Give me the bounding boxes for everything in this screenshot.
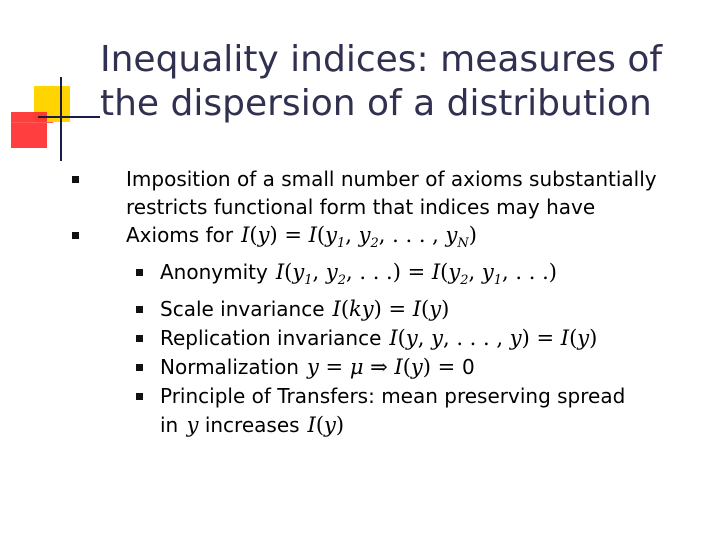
axiom-item	[126, 324, 720, 353]
square-bullet-icon	[72, 176, 79, 183]
axiom-label: Scale invariance	[160, 297, 325, 321]
bullet-list	[0, 165, 720, 440]
math-expression: I(y, y, . . . , y) = I(y)	[389, 326, 598, 350]
square-bullet-icon	[136, 269, 143, 276]
math-expression: $I(y_1$, $y_2$, . . .) = $I(y_2$, $y_1$, . . .)	[275, 260, 557, 288]
square-bullet-icon	[72, 232, 79, 239]
square-bullet-icon	[136, 364, 143, 371]
math-variable: y	[186, 413, 199, 437]
math-expression: $I(y) = I(y_1$, $y_2$, . . . , $y_N$)	[241, 223, 477, 251]
slide-title: Inequality indices: measures of the dispersion of a distribution	[100, 39, 663, 124]
axiom-line2-prefix: in	[160, 413, 179, 437]
bullet-text: Axioms for	[126, 223, 234, 247]
axiom-label: Replication invariance	[160, 326, 382, 350]
decorative-vertical-line	[60, 77, 62, 161]
decorative-horizontal-line	[38, 116, 100, 118]
axiom-label: Anonymity	[160, 260, 268, 284]
square-bullet-icon	[136, 393, 143, 400]
math-expression: y = μ ⇒ I(y) = 0	[306, 355, 475, 379]
axiom-item	[126, 258, 720, 295]
axiom-label: Normalization	[160, 355, 299, 379]
square-bullet-icon	[136, 306, 143, 313]
bullet-item	[0, 221, 720, 440]
axiom-item	[126, 353, 720, 382]
decorative-red-line	[11, 122, 53, 123]
axiom-list	[126, 258, 720, 440]
axiom-item	[126, 295, 720, 324]
bullet-item	[0, 165, 720, 221]
square-bullet-icon	[136, 335, 143, 342]
axiom-line2-suffix: increases	[204, 413, 300, 437]
math-expression: I(y)	[307, 413, 345, 437]
axiom-label: Principle of Transfers: mean preserving spread	[160, 384, 626, 408]
bullet-text: Imposition of a small number of axioms substantially restricts functional form that indices may have	[126, 167, 657, 219]
math-expression: I(ky) = I(y)	[332, 297, 450, 321]
axiom-item	[126, 382, 720, 440]
